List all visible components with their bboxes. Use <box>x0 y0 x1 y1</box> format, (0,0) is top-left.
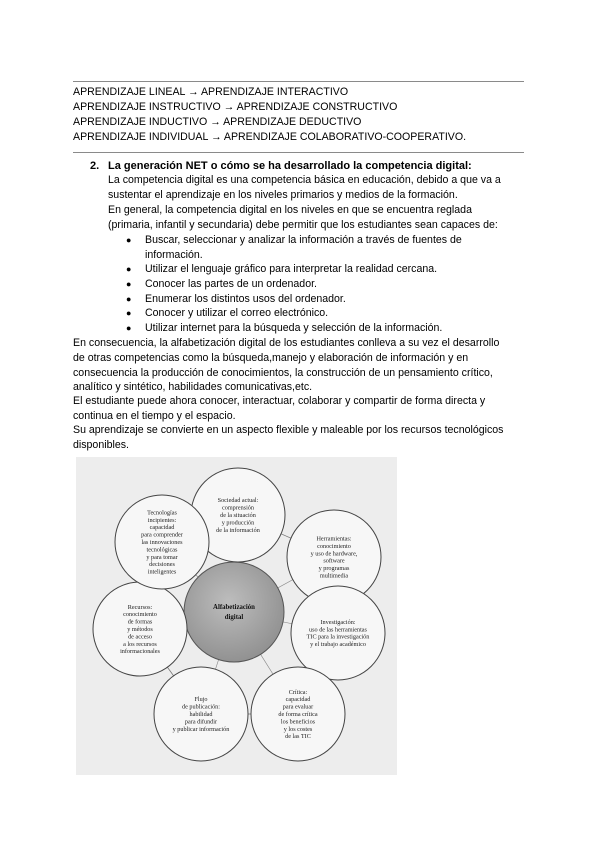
transition-line: APRENDIZAJE INDIVIDUAL → APRENDIZAJE COLABORATIVO-COOPERATIVO. <box>73 131 467 143</box>
body-line: continua en el tiempo y el espacio. <box>73 410 236 422</box>
node-label: Recursos: <box>127 603 153 611</box>
bullet-text: Utilizar el lenguaje gráfico para interpretar la realidad cercana. <box>145 263 438 275</box>
node-label: decisiones <box>149 561 175 569</box>
diagram-node <box>93 582 187 676</box>
node-label: Crítica: <box>288 688 308 696</box>
body-line: de otras competencias como la búsqueda,manejo y elaboración de información y en <box>73 352 469 364</box>
bullet-text: información. <box>145 248 203 261</box>
body-line: consecuencia la producción de conocimientos, la construcción de un pensamiento crítico, <box>73 367 493 379</box>
node-label: de publicación: <box>182 703 220 711</box>
body-line: disponibles. <box>73 439 129 451</box>
node-label: habilidad <box>189 711 213 718</box>
body-line: El estudiante puede ahora conocer, interactuar, colaborar y compartir de forma directa y <box>73 395 486 407</box>
digital-literacy-diagram <box>76 457 397 775</box>
node-label: multimedia <box>319 572 349 580</box>
node-label: conocimiento <box>123 611 157 619</box>
node-label: uso de las herramientas <box>309 626 367 634</box>
center-label: digital <box>224 614 244 621</box>
node-label: de la situación <box>220 512 256 519</box>
node-label: para difundir <box>184 718 218 726</box>
node-label: capacidad <box>149 524 175 532</box>
node-label: capacidad <box>285 696 311 704</box>
bullet-dot-icon: ● <box>126 308 132 318</box>
diagram-canvas <box>76 457 397 775</box>
bullet-text: Enumerar los distintos usos del ordenador. <box>145 293 346 305</box>
node-label: TIC para la investigación <box>306 633 370 641</box>
node-label: y los costes <box>283 725 313 733</box>
diagram-node <box>291 586 385 680</box>
node-label: los beneficios <box>280 718 316 726</box>
body-line: En consecuencia, la alfabetización digital de los estudiantes conlleva a su vez el desarrollo <box>73 337 500 349</box>
node-label: y el trabajo académico <box>310 641 366 649</box>
center-circle <box>184 562 284 662</box>
body-line: analítico y sintético, habilidades comunicativas,etc. <box>73 381 313 393</box>
node-label: Flujo <box>194 696 208 704</box>
bullet-dot-icon: ● <box>126 294 132 304</box>
node-label: de acceso <box>128 633 152 641</box>
node-label: para evaluar <box>282 703 314 711</box>
node-label: inteligentes <box>147 568 177 576</box>
node-label: de las TIC <box>285 733 311 741</box>
node-label: tecnológicas <box>146 546 178 554</box>
bullet-text: Conocer las partes de un ordenador. <box>145 278 317 290</box>
bottom-divider <box>73 152 524 153</box>
intro-line: En general, la competencia digital en los niveles en que se encuentra reglada <box>108 204 472 216</box>
node-label: y publicar información <box>172 725 230 733</box>
bullet-text: Conocer y utilizar el correo electrónico. <box>145 307 329 319</box>
intro-line: sustentar el aprendizaje en los niveles primarios y medios de la formación. <box>108 189 458 201</box>
intro-line: La competencia digital es una competencia básica en educación, debido a que va a <box>108 174 501 186</box>
transition-line: APRENDIZAJE INSTRUCTIVO → APRENDIZAJE CONSTRUCTIVO <box>73 101 398 113</box>
section-number: 2. <box>90 160 100 172</box>
node-label: de la información <box>216 526 260 534</box>
node-label: para comprender <box>141 531 183 539</box>
section-title: La generación NET o cómo se ha desarrollado la competencia digital: <box>108 160 472 172</box>
body-line: Su aprendizaje se convierte en un aspecto flexible y maleable por los recursos tecnológicos <box>73 424 504 436</box>
transition-line: APRENDIZAJE INDUCTIVO → APRENDIZAJE DEDUCTIVO <box>73 116 362 128</box>
intro-line: (primaria, infantil y secundaria) debe permitir que los estudiantes sean capaces de: <box>108 219 498 231</box>
center-label: Alfabetización <box>213 604 255 611</box>
bullet-dot-icon: ● <box>126 264 132 274</box>
section-heading <box>90 160 472 172</box>
node-label: Sociedad actual: <box>217 497 259 505</box>
node-label: y producción <box>221 519 255 527</box>
bullet-dot-icon: ● <box>126 323 132 333</box>
diagram-node <box>154 667 248 761</box>
node-label: de forma crítica <box>278 711 318 718</box>
diagram-node <box>251 667 345 761</box>
transition-line: APRENDIZAJE LINEAL → APRENDIZAJE INTERACTIVO <box>73 86 349 98</box>
node-label: a los recursos <box>123 640 157 648</box>
node-label: conocimiento <box>317 542 351 550</box>
node-label: y métodos <box>127 626 153 633</box>
node-label: y uso de hardware, <box>310 550 358 558</box>
bullet-dot-icon: ● <box>126 279 132 289</box>
bullet-dot-icon: ● <box>126 235 132 245</box>
top-divider <box>73 81 524 82</box>
node-label: Herramientas: <box>316 535 352 543</box>
node-label: Investigación: <box>320 618 356 626</box>
node-label: las innovaciones <box>141 539 183 546</box>
node-label: Tecnologías <box>147 509 177 517</box>
node-label: informacionales <box>120 648 160 656</box>
node-label: incipientes: <box>147 516 177 524</box>
node-label: software <box>323 557 345 565</box>
diagram-node <box>115 495 209 589</box>
bullet-text: Utilizar internet para la búsqueda y selección de la información. <box>145 322 443 334</box>
node-label: de formas <box>127 618 153 626</box>
node-label: comprensión <box>222 504 254 512</box>
node-label: y programas <box>318 565 350 573</box>
node-label: y para tomar <box>146 553 178 561</box>
bullet-text: Buscar, seleccionar y analizar la información a través de fuentes de <box>145 234 462 246</box>
